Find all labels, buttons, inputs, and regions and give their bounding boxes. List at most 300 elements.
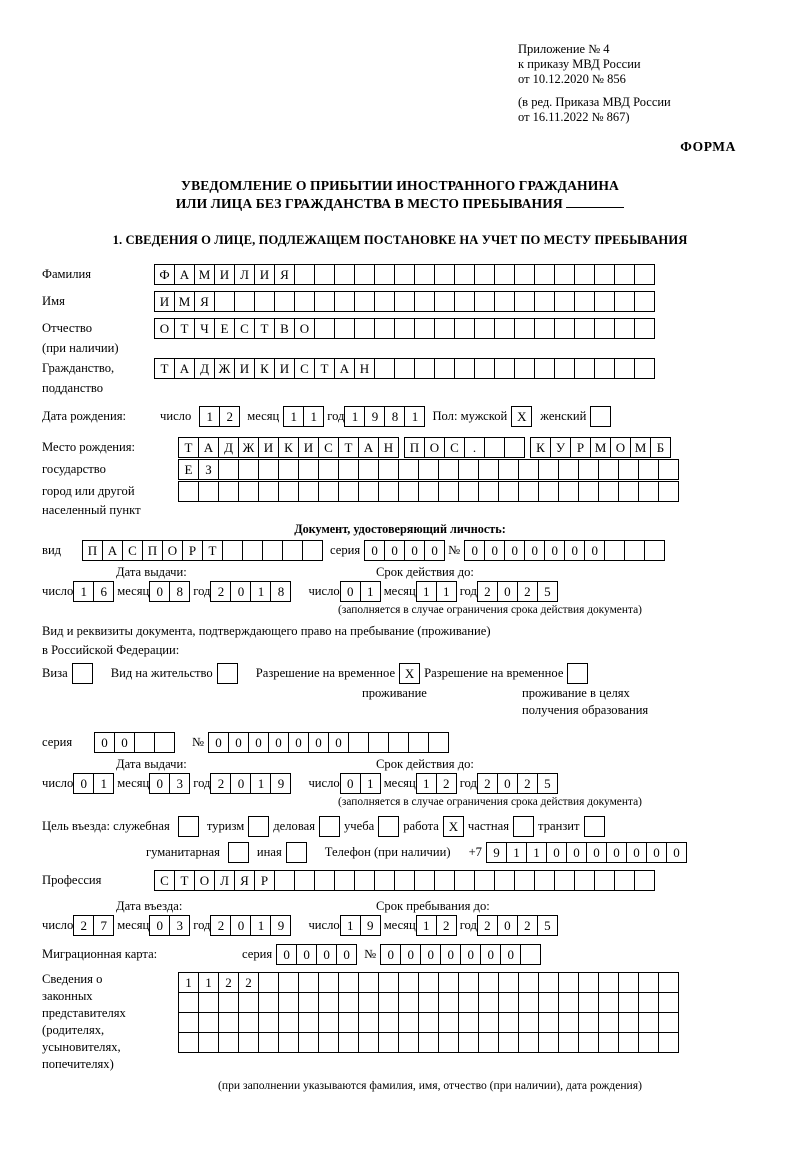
char-cell[interactable] — [474, 264, 495, 285]
char-cell[interactable] — [494, 291, 515, 312]
char-cell[interactable] — [638, 992, 659, 1013]
char-cell[interactable] — [314, 264, 335, 285]
char-cell[interactable] — [178, 1032, 199, 1053]
char-cell[interactable]: 0 — [276, 944, 297, 965]
char-cell[interactable]: . — [464, 437, 485, 458]
char-cell[interactable] — [222, 540, 243, 561]
char-cell[interactable] — [624, 540, 645, 561]
char-cell[interactable] — [294, 291, 315, 312]
char-cell[interactable] — [378, 1032, 399, 1053]
char-cell[interactable] — [558, 459, 579, 480]
char-cell[interactable] — [634, 291, 655, 312]
char-cell[interactable]: 2 — [210, 915, 231, 936]
char-cell[interactable] — [394, 291, 415, 312]
char-cell[interactable] — [338, 481, 359, 502]
char-cell[interactable] — [178, 1012, 199, 1033]
char-cell[interactable] — [274, 870, 295, 891]
stay-valid-month-input[interactable] — [416, 773, 456, 794]
char-cell[interactable]: 0 — [504, 540, 525, 561]
char-cell[interactable]: Р — [182, 540, 203, 561]
char-cell[interactable] — [314, 870, 335, 891]
purpose-private-checkbox[interactable] — [513, 816, 534, 837]
char-cell[interactable] — [518, 459, 539, 480]
char-cell[interactable] — [534, 358, 555, 379]
char-cell[interactable] — [554, 318, 575, 339]
char-cell[interactable] — [558, 1012, 579, 1033]
char-cell[interactable] — [594, 358, 615, 379]
char-cell[interactable] — [334, 318, 355, 339]
char-cell[interactable] — [520, 944, 541, 965]
stay-until-year-input[interactable] — [477, 915, 557, 936]
char-cell[interactable]: А — [334, 358, 355, 379]
char-cell[interactable] — [278, 1032, 299, 1053]
char-cell[interactable]: А — [174, 264, 195, 285]
char-cell[interactable] — [258, 481, 279, 502]
char-cell[interactable] — [494, 264, 515, 285]
char-cell[interactable]: С — [318, 437, 339, 458]
char-cell[interactable] — [282, 540, 303, 561]
char-cell[interactable] — [638, 481, 659, 502]
char-cell[interactable] — [134, 732, 155, 753]
char-cell[interactable]: С — [294, 358, 315, 379]
char-cell[interactable] — [658, 481, 679, 502]
char-cell[interactable] — [658, 459, 679, 480]
char-cell[interactable]: 0 — [424, 540, 445, 561]
char-cell[interactable]: 1 — [416, 581, 437, 602]
char-cell[interactable] — [414, 358, 435, 379]
char-cell[interactable] — [278, 459, 299, 480]
char-cell[interactable] — [278, 481, 299, 502]
char-cell[interactable]: Ж — [238, 437, 259, 458]
char-cell[interactable] — [644, 540, 665, 561]
char-cell[interactable]: 0 — [73, 773, 94, 794]
char-cell[interactable] — [414, 870, 435, 891]
char-cell[interactable] — [594, 318, 615, 339]
char-cell[interactable] — [414, 291, 435, 312]
char-cell[interactable] — [634, 264, 655, 285]
char-cell[interactable] — [614, 870, 635, 891]
char-cell[interactable]: С — [122, 540, 143, 561]
char-cell[interactable] — [598, 972, 619, 993]
char-cell[interactable]: 0 — [546, 842, 567, 863]
id-issue-day-input[interactable] — [73, 581, 113, 602]
char-cell[interactable]: 0 — [497, 915, 518, 936]
residence-permit-checkbox[interactable] — [217, 663, 238, 684]
char-cell[interactable]: П — [142, 540, 163, 561]
char-cell[interactable] — [258, 1032, 279, 1053]
char-cell[interactable]: А — [358, 437, 379, 458]
char-cell[interactable] — [438, 1032, 459, 1053]
stay-valid-day-input[interactable] — [340, 773, 380, 794]
stay-number-input[interactable] — [208, 732, 448, 753]
char-cell[interactable] — [334, 264, 355, 285]
char-cell[interactable]: Т — [174, 318, 195, 339]
char-cell[interactable] — [534, 870, 555, 891]
char-cell[interactable]: 1 — [250, 581, 271, 602]
char-cell[interactable] — [198, 1012, 219, 1033]
char-cell[interactable] — [478, 1012, 499, 1033]
char-cell[interactable]: Т — [314, 358, 335, 379]
char-cell[interactable] — [354, 291, 375, 312]
char-cell[interactable]: Я — [234, 870, 255, 891]
char-cell[interactable] — [378, 972, 399, 993]
char-cell[interactable] — [198, 992, 219, 1013]
char-cell[interactable]: 0 — [288, 732, 309, 753]
char-cell[interactable]: 0 — [268, 732, 289, 753]
char-cell[interactable]: 2 — [210, 773, 231, 794]
name-input[interactable] — [154, 291, 654, 312]
char-cell[interactable]: Е — [178, 459, 199, 480]
char-cell[interactable]: Ч — [194, 318, 215, 339]
char-cell[interactable]: Я — [274, 264, 295, 285]
char-cell[interactable] — [614, 264, 635, 285]
char-cell[interactable]: 1 — [178, 972, 199, 993]
char-cell[interactable] — [434, 358, 455, 379]
visa-checkbox[interactable] — [72, 663, 93, 684]
char-cell[interactable] — [394, 264, 415, 285]
char-cell[interactable] — [378, 481, 399, 502]
char-cell[interactable] — [378, 992, 399, 1013]
char-cell[interactable]: 2 — [238, 972, 259, 993]
char-cell[interactable]: 0 — [500, 944, 521, 965]
char-cell[interactable] — [538, 1012, 559, 1033]
char-cell[interactable] — [438, 972, 459, 993]
char-cell[interactable]: 5 — [537, 581, 558, 602]
char-cell[interactable] — [594, 264, 615, 285]
char-cell[interactable] — [494, 870, 515, 891]
char-cell[interactable] — [518, 972, 539, 993]
sex-male-checkbox[interactable]: X — [511, 406, 532, 427]
char-cell[interactable] — [238, 459, 259, 480]
char-cell[interactable] — [458, 992, 479, 1013]
char-cell[interactable] — [534, 291, 555, 312]
char-cell[interactable] — [418, 992, 439, 1013]
char-cell[interactable]: 0 — [497, 581, 518, 602]
char-cell[interactable] — [634, 318, 655, 339]
entry-day-input[interactable] — [73, 915, 113, 936]
char-cell[interactable] — [218, 1012, 239, 1033]
char-cell[interactable] — [398, 481, 419, 502]
char-cell[interactable]: 8 — [169, 581, 190, 602]
citizenship-input[interactable] — [154, 358, 654, 379]
char-cell[interactable]: 2 — [517, 773, 538, 794]
migration-card-number-input[interactable] — [380, 944, 540, 965]
char-cell[interactable] — [598, 1032, 619, 1053]
char-cell[interactable]: Т — [202, 540, 223, 561]
char-cell[interactable]: 1 — [360, 773, 381, 794]
char-cell[interactable] — [414, 264, 435, 285]
char-cell[interactable] — [538, 459, 559, 480]
char-cell[interactable]: 0 — [384, 540, 405, 561]
char-cell[interactable]: 8 — [270, 581, 291, 602]
char-cell[interactable] — [498, 1012, 519, 1033]
id-valid-year-input[interactable] — [477, 581, 557, 602]
char-cell[interactable]: 0 — [328, 732, 349, 753]
char-cell[interactable] — [614, 358, 635, 379]
char-cell[interactable] — [298, 972, 319, 993]
birth-day-input[interactable] — [199, 406, 239, 427]
char-cell[interactable]: 2 — [436, 773, 457, 794]
char-cell[interactable]: 0 — [308, 732, 329, 753]
char-cell[interactable]: 0 — [340, 773, 361, 794]
char-cell[interactable]: 0 — [420, 944, 441, 965]
char-cell[interactable] — [398, 992, 419, 1013]
char-cell[interactable] — [518, 1032, 539, 1053]
sex-female-checkbox[interactable] — [590, 406, 611, 427]
char-cell[interactable] — [598, 459, 619, 480]
char-cell[interactable] — [318, 481, 339, 502]
char-cell[interactable] — [318, 1012, 339, 1033]
char-cell[interactable]: П — [404, 437, 425, 458]
char-cell[interactable] — [374, 358, 395, 379]
char-cell[interactable]: А — [102, 540, 123, 561]
char-cell[interactable]: 2 — [436, 915, 457, 936]
char-cell[interactable] — [514, 358, 535, 379]
char-cell[interactable] — [634, 358, 655, 379]
char-cell[interactable] — [454, 291, 475, 312]
char-cell[interactable] — [338, 992, 359, 1013]
char-cell[interactable]: И — [258, 437, 279, 458]
char-cell[interactable] — [274, 291, 295, 312]
char-cell[interactable]: 0 — [248, 732, 269, 753]
char-cell[interactable]: О — [194, 870, 215, 891]
char-cell[interactable]: 2 — [218, 972, 239, 993]
char-cell[interactable]: 1 — [360, 581, 381, 602]
char-cell[interactable] — [578, 459, 599, 480]
char-cell[interactable]: Е — [214, 318, 235, 339]
char-cell[interactable]: 0 — [94, 732, 115, 753]
char-cell[interactable] — [294, 870, 315, 891]
char-cell[interactable] — [438, 481, 459, 502]
char-cell[interactable] — [594, 291, 615, 312]
char-cell[interactable] — [458, 1012, 479, 1033]
char-cell[interactable] — [618, 992, 639, 1013]
char-cell[interactable]: 0 — [364, 540, 385, 561]
char-cell[interactable]: И — [234, 358, 255, 379]
char-cell[interactable]: 1 — [506, 842, 527, 863]
char-cell[interactable] — [318, 1032, 339, 1053]
char-cell[interactable] — [262, 540, 283, 561]
char-cell[interactable] — [418, 481, 439, 502]
char-cell[interactable]: О — [424, 437, 445, 458]
char-cell[interactable] — [594, 870, 615, 891]
char-cell[interactable] — [574, 291, 595, 312]
char-cell[interactable] — [334, 291, 355, 312]
char-cell[interactable] — [298, 992, 319, 1013]
char-cell[interactable] — [574, 264, 595, 285]
char-cell[interactable]: 1 — [344, 406, 365, 427]
char-cell[interactable] — [558, 481, 579, 502]
char-cell[interactable]: 0 — [400, 944, 421, 965]
char-cell[interactable]: П — [82, 540, 103, 561]
char-cell[interactable]: 0 — [114, 732, 135, 753]
char-cell[interactable] — [478, 992, 499, 1013]
char-cell[interactable]: 0 — [646, 842, 667, 863]
char-cell[interactable] — [278, 1012, 299, 1033]
char-cell[interactable]: 1 — [199, 406, 220, 427]
char-cell[interactable]: Т — [174, 870, 195, 891]
char-cell[interactable] — [598, 1012, 619, 1033]
profession-input[interactable] — [154, 870, 654, 891]
char-cell[interactable] — [354, 870, 375, 891]
char-cell[interactable]: 0 — [149, 581, 170, 602]
char-cell[interactable]: 2 — [73, 915, 94, 936]
char-cell[interactable] — [554, 870, 575, 891]
char-cell[interactable] — [618, 481, 639, 502]
char-cell[interactable]: И — [254, 264, 275, 285]
char-cell[interactable] — [434, 264, 455, 285]
char-cell[interactable] — [278, 992, 299, 1013]
char-cell[interactable] — [242, 540, 263, 561]
char-cell[interactable] — [454, 870, 475, 891]
char-cell[interactable]: 1 — [283, 406, 304, 427]
char-cell[interactable]: 9 — [364, 406, 385, 427]
char-cell[interactable]: 2 — [477, 581, 498, 602]
char-cell[interactable] — [458, 1032, 479, 1053]
char-cell[interactable]: 1 — [73, 581, 94, 602]
stay-issue-year-input[interactable] — [210, 773, 290, 794]
char-cell[interactable]: 0 — [497, 773, 518, 794]
char-cell[interactable] — [638, 972, 659, 993]
char-cell[interactable] — [494, 318, 515, 339]
char-cell[interactable] — [454, 318, 475, 339]
id-kind-input[interactable] — [82, 540, 322, 561]
char-cell[interactable]: 2 — [477, 915, 498, 936]
char-cell[interactable] — [394, 318, 415, 339]
char-cell[interactable]: 0 — [566, 842, 587, 863]
char-cell[interactable] — [218, 459, 239, 480]
char-cell[interactable] — [438, 459, 459, 480]
id-valid-day-input[interactable] — [340, 581, 380, 602]
char-cell[interactable]: И — [154, 291, 175, 312]
char-cell[interactable] — [348, 732, 369, 753]
char-cell[interactable] — [538, 992, 559, 1013]
char-cell[interactable] — [534, 318, 555, 339]
char-cell[interactable]: 2 — [517, 581, 538, 602]
purpose-transit-checkbox[interactable] — [584, 816, 605, 837]
char-cell[interactable] — [538, 1032, 559, 1053]
char-cell[interactable]: 0 — [484, 540, 505, 561]
char-cell[interactable]: О — [610, 437, 631, 458]
char-cell[interactable] — [358, 972, 379, 993]
char-cell[interactable] — [434, 318, 455, 339]
char-cell[interactable] — [578, 1012, 599, 1033]
char-cell[interactable]: Н — [354, 358, 375, 379]
char-cell[interactable] — [498, 972, 519, 993]
char-cell[interactable]: 9 — [270, 773, 291, 794]
char-cell[interactable] — [418, 972, 439, 993]
char-cell[interactable] — [618, 972, 639, 993]
char-cell[interactable]: С — [234, 318, 255, 339]
stay-until-day-input[interactable] — [340, 915, 380, 936]
char-cell[interactable]: М — [590, 437, 611, 458]
char-cell[interactable]: 0 — [340, 581, 361, 602]
surname-input[interactable] — [154, 264, 654, 285]
char-cell[interactable]: 0 — [404, 540, 425, 561]
char-cell[interactable] — [578, 992, 599, 1013]
char-cell[interactable] — [378, 1012, 399, 1033]
char-cell[interactable]: 0 — [440, 944, 461, 965]
char-cell[interactable] — [518, 1012, 539, 1033]
id-valid-month-input[interactable] — [416, 581, 456, 602]
char-cell[interactable] — [658, 992, 679, 1013]
char-cell[interactable]: 0 — [564, 540, 585, 561]
char-cell[interactable] — [634, 870, 655, 891]
char-cell[interactable] — [338, 459, 359, 480]
char-cell[interactable] — [278, 972, 299, 993]
purpose-work-checkbox[interactable]: X — [443, 816, 464, 837]
char-cell[interactable] — [238, 1032, 259, 1053]
char-cell[interactable]: 0 — [230, 773, 251, 794]
char-cell[interactable] — [598, 481, 619, 502]
char-cell[interactable] — [474, 291, 495, 312]
char-cell[interactable] — [358, 1012, 379, 1033]
char-cell[interactable]: Ж — [214, 358, 235, 379]
purpose-other-checkbox[interactable] — [286, 842, 307, 863]
char-cell[interactable]: Л — [214, 870, 235, 891]
char-cell[interactable]: 0 — [586, 842, 607, 863]
char-cell[interactable] — [554, 358, 575, 379]
char-cell[interactable]: О — [294, 318, 315, 339]
char-cell[interactable]: Д — [194, 358, 215, 379]
char-cell[interactable]: 9 — [360, 915, 381, 936]
char-cell[interactable]: В — [274, 318, 295, 339]
char-cell[interactable] — [478, 1032, 499, 1053]
stay-until-month-input[interactable] — [416, 915, 456, 936]
char-cell[interactable]: М — [194, 264, 215, 285]
purpose-tourism-checkbox[interactable] — [248, 816, 269, 837]
char-cell[interactable] — [478, 972, 499, 993]
char-cell[interactable]: 1 — [436, 581, 457, 602]
char-cell[interactable]: Я — [194, 291, 215, 312]
char-cell[interactable] — [198, 1032, 219, 1053]
char-cell[interactable]: 0 — [544, 540, 565, 561]
char-cell[interactable] — [494, 358, 515, 379]
char-cell[interactable] — [434, 291, 455, 312]
char-cell[interactable] — [354, 318, 375, 339]
char-cell[interactable]: 1 — [416, 915, 437, 936]
char-cell[interactable]: 9 — [270, 915, 291, 936]
char-cell[interactable] — [258, 992, 279, 1013]
char-cell[interactable] — [514, 291, 535, 312]
purpose-study-checkbox[interactable] — [378, 816, 399, 837]
char-cell[interactable] — [178, 481, 199, 502]
char-cell[interactable]: 1 — [250, 915, 271, 936]
char-cell[interactable]: К — [530, 437, 551, 458]
char-cell[interactable]: 0 — [606, 842, 627, 863]
char-cell[interactable] — [418, 1032, 439, 1053]
char-cell[interactable]: Т — [338, 437, 359, 458]
char-cell[interactable]: Д — [218, 437, 239, 458]
char-cell[interactable]: М — [174, 291, 195, 312]
char-cell[interactable] — [638, 1032, 659, 1053]
char-cell[interactable] — [298, 1012, 319, 1033]
char-cell[interactable] — [394, 358, 415, 379]
char-cell[interactable] — [558, 992, 579, 1013]
char-cell[interactable] — [484, 437, 505, 458]
char-cell[interactable]: Т — [254, 318, 275, 339]
char-cell[interactable] — [302, 540, 323, 561]
char-cell[interactable]: О — [162, 540, 183, 561]
char-cell[interactable] — [474, 870, 495, 891]
char-cell[interactable] — [334, 870, 355, 891]
char-cell[interactable] — [388, 732, 409, 753]
id-series-input[interactable] — [364, 540, 444, 561]
char-cell[interactable] — [178, 992, 199, 1013]
char-cell[interactable]: 6 — [93, 581, 114, 602]
char-cell[interactable] — [638, 1012, 659, 1033]
stay-series-input[interactable] — [94, 732, 174, 753]
